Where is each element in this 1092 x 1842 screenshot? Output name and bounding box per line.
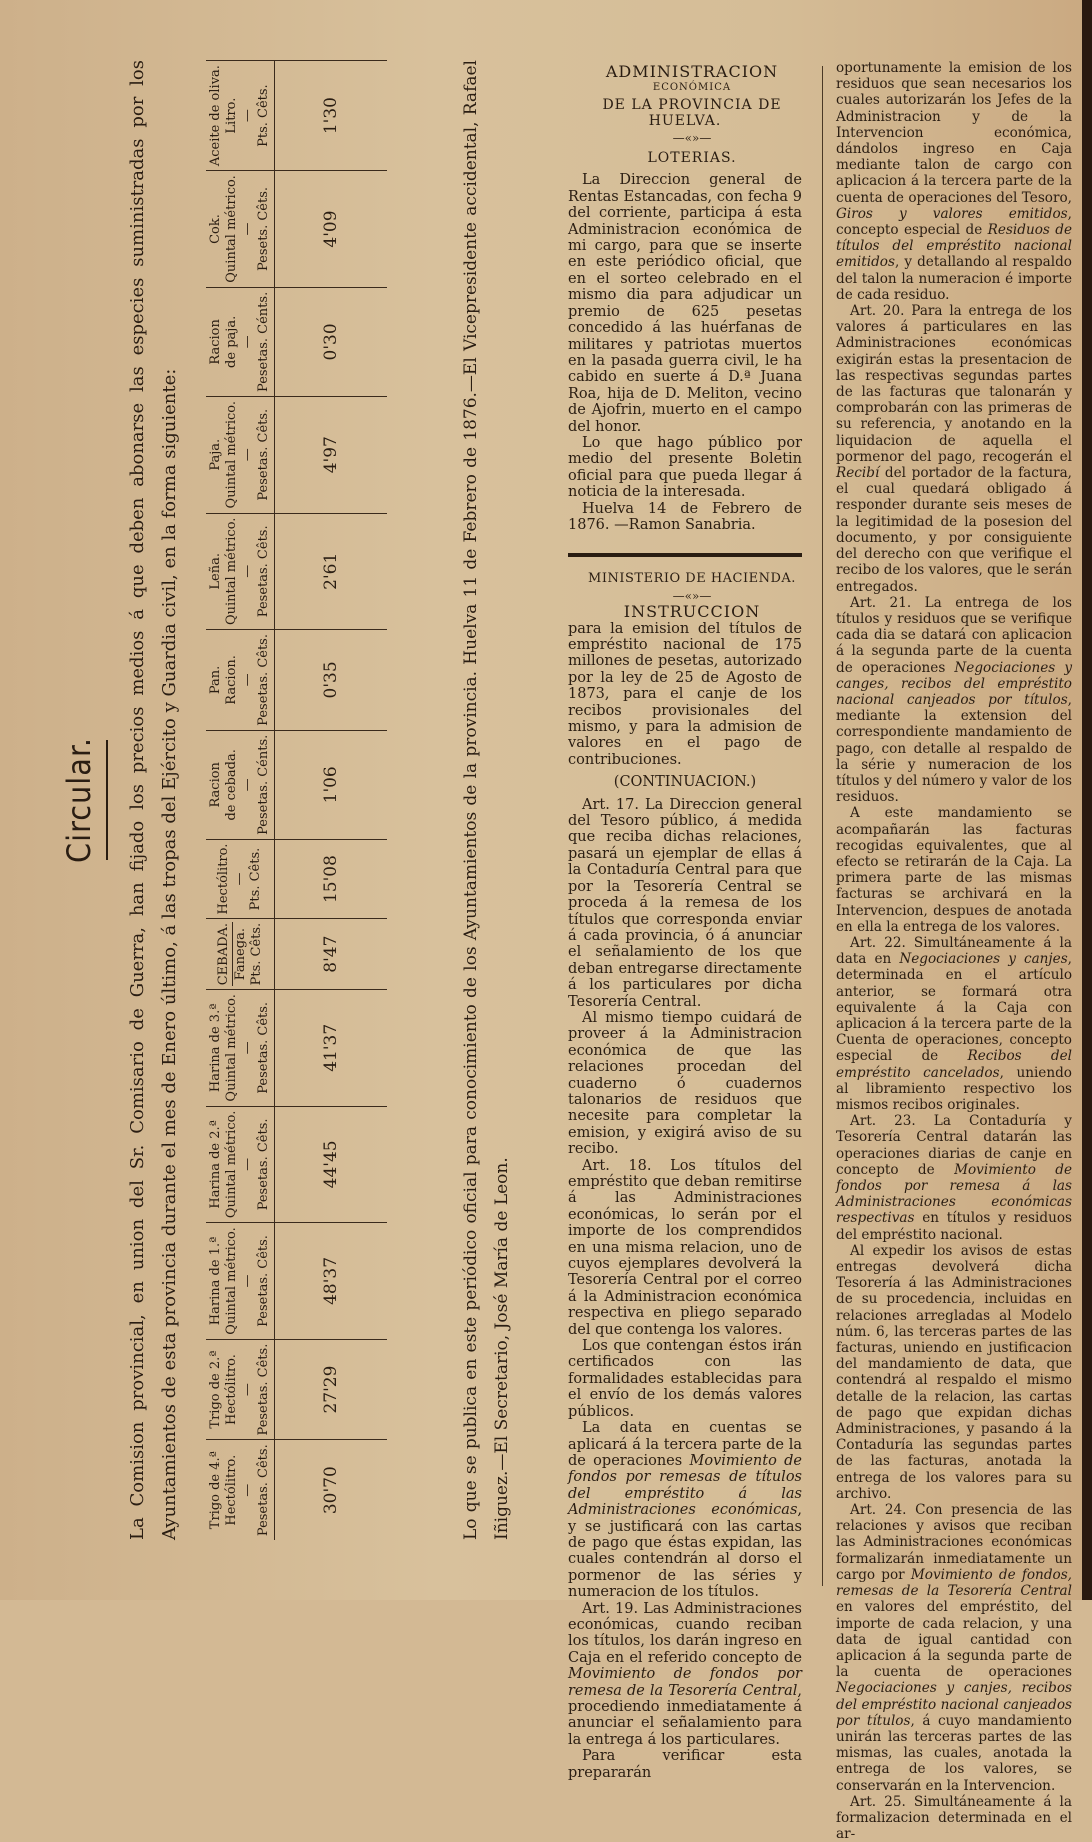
column-divider <box>822 66 823 1586</box>
column-administracion <box>568 60 802 1781</box>
circular-heading: Circular. <box>60 737 98 863</box>
header-name: Fanega. <box>232 928 248 981</box>
header-sep: — <box>240 1383 255 1397</box>
prices-header-cell <box>206 1223 275 1340</box>
art-18: Art. 18. Los títulos del empréstito que deban remitirse á las Administraciones económicas, lo serán por el importe de los comprendidos en una misma relacion, uno de cuyos ejemplares devolverá la Tesorería Central por el correo á la Administracion económica respectiva en pliego separado del que contenga los valores. <box>568 1157 802 1338</box>
header-money: Pesetas. Cénts. <box>256 734 271 835</box>
header-name: Trigo de 2.ª <box>208 1350 223 1429</box>
price-value: 0'30 <box>275 287 388 396</box>
price-value: 41'37 <box>275 990 388 1107</box>
price-value: 27'29 <box>275 1339 388 1440</box>
art-22: Art. 22. Simultáneamente á la data en Negociaciones y canjes, determinada en el artículo anterior, se formará otra equivalente á la Caja con aplicacion á la tercera parte de la Cuenta de operaciones, concepto especial de Recibos del empréstito cancelados, uniendo al libramiento respectivo los mismos recibos originales. <box>836 934 1072 1113</box>
header-unit: Quintal métrico. <box>224 175 239 283</box>
header-sep: — <box>240 1157 255 1171</box>
loterias-title: LOTERIAS. <box>647 150 737 167</box>
header-name: Cok. <box>208 214 223 244</box>
header-sep: — <box>240 564 255 578</box>
heading-rule <box>106 740 108 860</box>
price-value: 4'09 <box>275 171 388 288</box>
price-value: 8'47 <box>275 919 388 990</box>
header-money: Pts. Cêts. <box>248 922 264 986</box>
loterias-signature: Huelva 14 de Febrero de 1876. —Ramon Sanabria. <box>568 500 802 533</box>
prices-header-row <box>206 61 275 1541</box>
price-value: 4'97 <box>275 396 388 513</box>
header-unit: de paja. <box>224 315 239 368</box>
ministerio-title: MINISTERIO DE HACIENDA. <box>588 571 796 587</box>
admin-sub: ECONÓMICA <box>652 82 732 94</box>
prices-header-cell <box>206 839 275 918</box>
header-money: Pesetas. Cêts. <box>256 634 271 726</box>
price-value: 48'37 <box>275 1223 388 1340</box>
page-edge <box>1082 0 1092 1600</box>
header-sep: — <box>240 448 255 462</box>
prices-table <box>206 60 387 1540</box>
header-sep: — <box>240 222 255 236</box>
art-21c: A este mandamiento se acompañarán las facturas recogidas equivalentes, que al efecto se retirarán de la Caja. La primera parte de las mismas facturas se archivará en la Intervencion, despues de anotada en ella la entrega de los valores. <box>836 805 1072 935</box>
prices-header-cell <box>206 919 275 990</box>
header-name: Trigo de 4.ª <box>208 1451 223 1530</box>
header-money: Pesetas. Cêts. <box>256 1444 271 1537</box>
header-sep: — <box>240 1483 255 1497</box>
header-sep: — <box>240 335 255 349</box>
continuacion-label: (CONTINUACION.) <box>613 774 757 791</box>
art-25: Art. 25. Simultáneamente á la formalizacion determinada en el ar- <box>836 1793 1072 1842</box>
header-money: Pesetas. Cêts. <box>256 1118 271 1211</box>
header-unit: Quintal métrico. <box>224 994 239 1102</box>
header-name: Harina de 2.ª <box>208 1120 223 1209</box>
art-17: Art. 17. La Direccion general del Tesoro público, á medida que reciba dichas relaciones, pasará un ejemplar de ellas á la Contaduría Central para que por la Tesorería Central se proceda á la remesa de los títulos que corresponda enviar á cada provincia, ó á anunciar el señalamiento de los que deban entregarse directamente á los particulares por dicha Tesorería Central. <box>568 796 802 1010</box>
cebada-group-label: CEBADA. <box>215 922 231 986</box>
prices-header-cell <box>206 513 275 630</box>
art-18b: Los que contengan éstos irán certificados con las formalidades establecidas para el envío de los demás valores públicos. <box>568 1338 802 1420</box>
header-sep: — <box>240 778 255 792</box>
header-sep: — <box>240 673 255 687</box>
instruccion-text: para la emision del títulos de empréstito nacional de 175 millones de pesetas, autorizado por la ley de 25 de Agosto de 1873, para el canje de los recibos provisionales del mismo, y para la admision de valores en el pago de contribuciones. <box>568 620 802 768</box>
circular-closing: Lo que se publica en este periódico oficial para conocimiento de los Ayuntamientos de la provincia. Huelva 11 de Febrero de 1876.—El Vicepresidente accidental, Rafael Iñiguez.—El Secretario, José María de Leon. <box>461 60 512 1540</box>
art-19c: Para verificar esta prepararán <box>568 1748 802 1781</box>
header-unit: de cebada. <box>224 749 239 821</box>
art-21: Art. 21. La entrega de los títulos y residuos que se verifique cada dia se datará con aplicacion á la segunda parte de la cuenta de operaciones Negociaciones y canges, recibos del empréstito nacional canjeados por títulos, mediante la extension del correspondiente mandamiento de pago, con detalle al respaldo de la série y numeracion de los títulos y del número y valor de los residuos. <box>836 594 1072 806</box>
circular-intro: La Comision provincial, en union del Sr. Comisario de Guerra, han fijado los precios medios á que deben abonarse las especies suministradas por los Ayuntamientos de esta provincia durante el mes de Enero último, á las tropas del Ejército y Guardia civil, en la forma siguiente: <box>127 60 180 1540</box>
loterias-paragraph-1: La Direccion general de Rentas Estancadas, con fecha 9 del corriente, participa á esta Administracion económica de mi cargo, para que se inserte en este periódico oficial, que en el sorteo celebrado en el mismo dia para adjudicar un premio de 625 pesetas concedido á las huérfanas de militares y patriotas muertos en la pasada guerra civil, le ha cabido en suerte á D.ª Juana Roa, hija de D. Meliton, vecino de Ajofrin, muerto en el campo del honor. <box>568 172 802 435</box>
price-value: 30'70 <box>275 1440 388 1540</box>
header-name: Paja. <box>208 438 223 471</box>
header-sep: — <box>240 1041 255 1055</box>
header-money: Pts. Cêts. <box>248 847 263 911</box>
header-money: Pesetas. Cêts. <box>256 408 271 501</box>
header-name: Aceite de oliva. <box>208 65 223 167</box>
header-name: Hectólitro. <box>216 843 231 915</box>
ornament-2: —«»— <box>672 588 712 603</box>
price-value: 1'06 <box>275 730 388 839</box>
prices-header-cell <box>206 61 275 171</box>
prices-values-row <box>275 61 388 1541</box>
prices-header-cell <box>206 1440 275 1540</box>
admin-province: DE LA PROVINCIA DE HUELVA. <box>602 96 782 130</box>
header-name: Pan. <box>208 665 223 695</box>
prices-header-cell <box>206 396 275 513</box>
header-name: Racion <box>208 762 223 808</box>
header-money: Pesetas. Cêts. <box>256 525 271 618</box>
header-name: Harina de 1.ª <box>208 1236 223 1326</box>
header-name: Leña. <box>208 553 223 590</box>
price-value: 1'30 <box>275 61 388 171</box>
column-continued <box>836 60 1072 1842</box>
col2-paragraph-1: oportunamente la emision de los residuos que sean necesarios los cuales autorizarán los Jefes de la Administracion y de la Intervencion económica, dándolos ingreso en Caja mediante talon de cargo con aplicacion á la tercera parte de la cuenta de operaciones del Tesoro, Giros y valores emitidos, concepto especial de Residuos de títulos del empréstito nacional emitidos, y detallando al respaldo del talon la numeracion é importe de cada residuo. <box>836 60 1072 303</box>
header-unit: Quintal métrico. <box>224 517 239 626</box>
header-money: Pesetas. Cénts. <box>256 291 271 392</box>
prices-header-cell <box>206 990 275 1107</box>
header-name: Harina de 3.ª <box>208 1003 223 1093</box>
header-sep: — <box>240 109 255 123</box>
prices-header-cell <box>206 171 275 288</box>
header-unit: Quintal métrico. <box>224 1110 239 1219</box>
header-unit: Litro. <box>224 97 239 134</box>
admin-title: ADMINISTRACION <box>605 62 779 81</box>
header-unit: Hectólitro. <box>224 1354 239 1425</box>
art-20: Art. 20. Para la entrega de los valores á particulares en las Administraciones económicas exigirán estas la presentacion de las respectivas segundas partes de las facturas que talonarán y comprobarán con las primeras de su referencia, y anotando en la liquidacion de aquella el pormenor del pago, recogerán el Recibí del portador de la factura, el cual quedará obligado á responder durante seis meses de la legitimidad de la posesion del documento, y por consiguiente del derecho con que verifique el recibo de los valores, que le serán entregados. <box>836 303 1072 595</box>
header-name: Racion <box>208 319 223 365</box>
art-23c: Al expedir los avisos de estas entregas devolverá dicha Tesorería á las Administraciones de su procedencia, incluidas en relaciones arregladas al Modelo núm. 6, las terceras partes de las facturas, uniendo en justificacion del mandamiento de data, que contendrá al respaldo el mismo detalle de la relacion, las cartas de pago que expidan dichas Administraciones, y pasando á la Contaduría las segundas partes de las facturas, anotada la entrega de los valores para su archivo. <box>836 1242 1072 1502</box>
price-value: 44'45 <box>275 1106 388 1223</box>
header-money: Pesetas. Cêts. <box>256 1001 271 1094</box>
prices-header-cell <box>206 1339 275 1440</box>
prices-header-cell <box>206 730 275 839</box>
header-money: Pesetas. Cêts. <box>256 1343 271 1436</box>
art-17b: Al mismo tiempo cuidará de proveer á la Administracion económica de que las relaciones procedan del cuaderno ó cuadernos talonarios de residuos que necesite para completar la emision, y exigirá aviso de su recibo. <box>568 1009 802 1158</box>
circular-block <box>60 60 530 1540</box>
prices-header-cell <box>206 287 275 396</box>
instruccion-title: INSTRUCCION <box>623 602 761 622</box>
price-value: 2'61 <box>275 513 388 630</box>
art-18c: La data en cuentas se aplicará á la tercera parte de la de operaciones Movimiento de fondos por remesas de títulos del empréstito á las Administraciones económicas, y se justificará con las cartas de pago que éstas expidan, las cuales contendrán al dorso el pormenor de las séries y numeracion de los títulos. <box>568 1420 802 1601</box>
price-value: 15'08 <box>275 839 388 918</box>
ornament: —«»— <box>672 130 712 145</box>
art-19: Art. 19. Las Administraciones económicas, cuando reciban los títulos, los darán ingreso en Caja en el referido concepto de Movimiento de fondos por remesa de la Tesorería Central, procediendo inmediatamente á anunciar el señalamiento para la entrega á los particulares. <box>568 1600 802 1748</box>
prices-header-cell <box>206 630 275 731</box>
header-unit: Hectólitro. <box>224 1454 239 1526</box>
prices-header-cell <box>206 1106 275 1223</box>
header-unit: Quintal métrico. <box>224 401 239 509</box>
header-unit: Racion. <box>224 655 239 705</box>
price-value: 0'35 <box>275 630 388 731</box>
art-24: Art. 24. Con presencia de las relaciones y avisos que reciban las Administraciones económicas formalizarán inmediatamente un cargo por Movimiento de fondos, remesas de la Tesorería Central en valores del empréstito, del importe de cada relacion, y una data de igual cantidad con aplicacion á la segunda parte de la cuenta de operaciones Negociaciones y canjes, recibos del empréstito nacional canjeados por títulos, á cuyo mandamiento unirán las terceras partes de las mismas, las cuales, anotada la entrega de los valores, se conservarán en la Intervencion. <box>836 1502 1072 1794</box>
header-money: Pesets. Cêts. <box>256 186 271 272</box>
header-money: Pts. Cêts. <box>256 84 271 147</box>
header-sep: — <box>232 872 247 886</box>
header-sep: — <box>240 1274 255 1288</box>
header-unit: Quintal métrico. <box>224 1227 239 1335</box>
section-rule <box>568 553 802 557</box>
header-money: Pesetas. Cêts. <box>256 1235 271 1327</box>
loterias-paragraph-2: Lo que hago público por medio del presente Boletin oficial para que pueda llegar á noticia de la interesada. <box>568 434 802 501</box>
art-23: Art. 23. La Contaduría y Tesorería Central datarán las operaciones diarias de canje en concepto de Movimiento de fondos por remesa á las Administraciones económicas respectivas en títulos y residuos del empréstito nacional. <box>836 1113 1072 1243</box>
